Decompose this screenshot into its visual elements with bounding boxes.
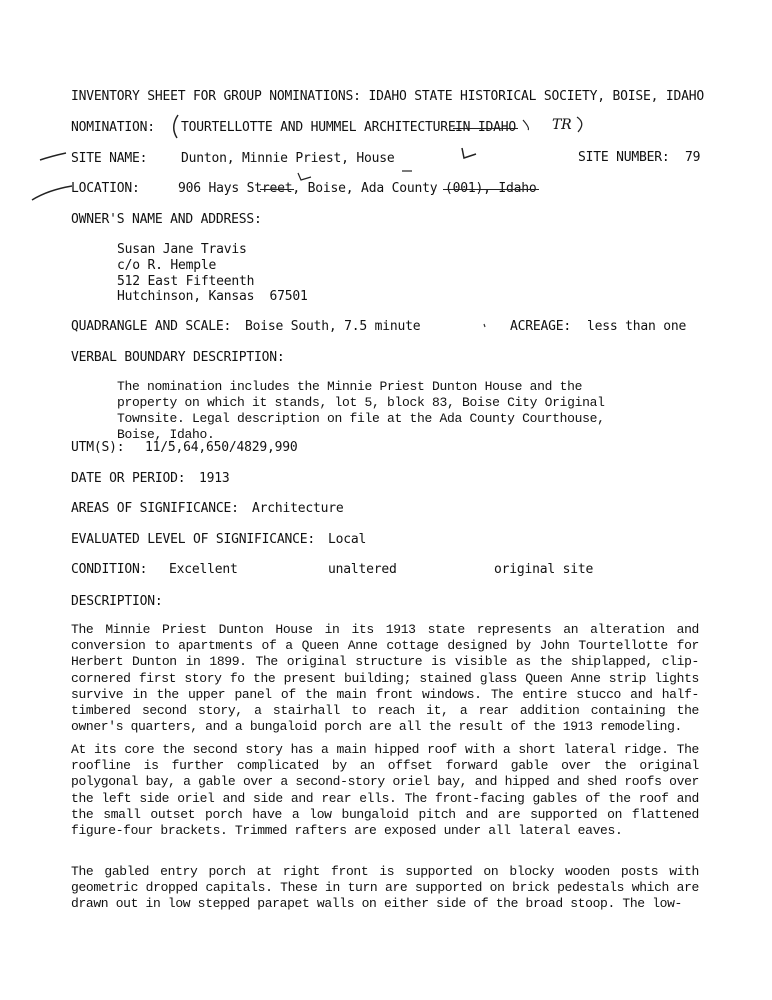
level-label: EVALUATED LEVEL OF SIGNIFICANCE: [71, 532, 316, 547]
condition-value-2: unaltered [328, 562, 397, 577]
description-paragraph: The gabled entry porch at right front is supported on blocky wooden posts with geometric dropped capitals. These in turn are supported on brick pedestals which are drawn out in low stepped parapet walls on either side of the broad stoop. The low- [71, 864, 699, 912]
owner-line: Hutchinson, Kansas 67501 [117, 289, 308, 304]
date-value: 1913 [199, 471, 230, 486]
nomination-value: TOURTELLOTTE AND HUMMEL ARCHITECTURE [181, 120, 456, 135]
verbal-boundary-text: The nomination includes the Minnie Priest Dunton House and the property on which it stands, lot 5, block 83, Boise City Original Townsite. Legal description on file at the Ada County Courthouse, Boise, Idaho. [117, 379, 605, 442]
condition-value-3: original site [494, 562, 594, 577]
stray-mark [484, 324, 485, 327]
owner-label: OWNER'S NAME AND ADDRESS: [71, 212, 262, 227]
quadrangle-label: QUADRANGLE AND SCALE: [71, 319, 232, 334]
owner-line: c/o R. Hemple [117, 258, 217, 273]
level-value: Local [328, 532, 367, 547]
site-name-initial-mark [462, 148, 476, 158]
nomination-paren-mark [577, 117, 582, 132]
quadrangle-value: Boise South, 7.5 minute [245, 319, 421, 334]
site-name-check-mark [40, 153, 66, 160]
areas-value: Architecture [252, 501, 344, 516]
nomination-arrow-mark [523, 120, 528, 130]
description-paragraph: The Minnie Priest Dunton House in its 1913 state represents an alteration and conversion to apartments of a Queen Anne cottage designed by John Tourtellotte for Herbert Dunton in 1899. The original structure is visible as the shiplapped, clip-cornered first story fo the present building; stained glass Queen Anne strip lights survive in the upper panel of the main front windows. The entire stucco and half-timbered second story, a stairhall to reach it, a rear addition containing the owner's quarters, and a bungaloid porch are all the result of the 1913 remodeling. [71, 622, 699, 735]
location-label: LOCATION: [71, 181, 140, 196]
description-paragraph: At its core the second story has a main hipped roof with a short lateral ridge. The roofline is further complicated by an offset forward gable over the original polygonal bay, a gable over a second-story oriel bay, and hipped and shed roofs over the left side oriel and side and rear ells. The front-facing gables of the roof and the small outset porch have a low bungaloid pitch and are supported on flattened figure-four brackets. Trimmed rafters are exposed under all lateral eaves. [71, 742, 699, 839]
location-check-mark [32, 186, 72, 200]
site-name-label: SITE NAME: [71, 151, 148, 166]
condition-value-1: Excellent [169, 562, 238, 577]
description-label: DESCRIPTION: [71, 594, 163, 609]
site-name-value: Dunton, Minnie Priest, House [181, 151, 395, 166]
owner-line: 512 East Fifteenth [117, 274, 255, 289]
nomination-label: NOMINATION: [71, 120, 155, 135]
nomination-struck-text: IN IDAHO [455, 120, 517, 135]
site-number-label: SITE NUMBER: [578, 150, 670, 165]
date-label: DATE OR PERIOD: [71, 471, 186, 486]
nomination-bracket-mark [174, 115, 178, 138]
acreage-value: less than one [587, 319, 687, 334]
acreage-label: ACREAGE: [510, 319, 572, 334]
verbal-boundary-label: VERBAL BOUNDARY DESCRIPTION: [71, 350, 285, 365]
areas-label: AREAS OF SIGNIFICANCE: [71, 501, 239, 516]
utm-label: UTM(S): [71, 440, 125, 455]
sheet-header: INVENTORY SHEET FOR GROUP NOMINATIONS: IDAHO STATE HISTORICAL SOCIETY, BOISE, IDAHO [71, 89, 705, 104]
owner-line: Susan Jane Travis [117, 242, 247, 257]
utm-value: 11/5,64,650/4829,990 [145, 440, 298, 455]
condition-label: CONDITION: [71, 562, 148, 577]
location-tick-mark [298, 173, 311, 180]
site-number-value: 79 [685, 150, 701, 165]
location-value: 906 Hays Street, Boise, Ada County (001), Idaho [178, 181, 537, 196]
nomination-handwritten-note: TR [552, 117, 572, 133]
